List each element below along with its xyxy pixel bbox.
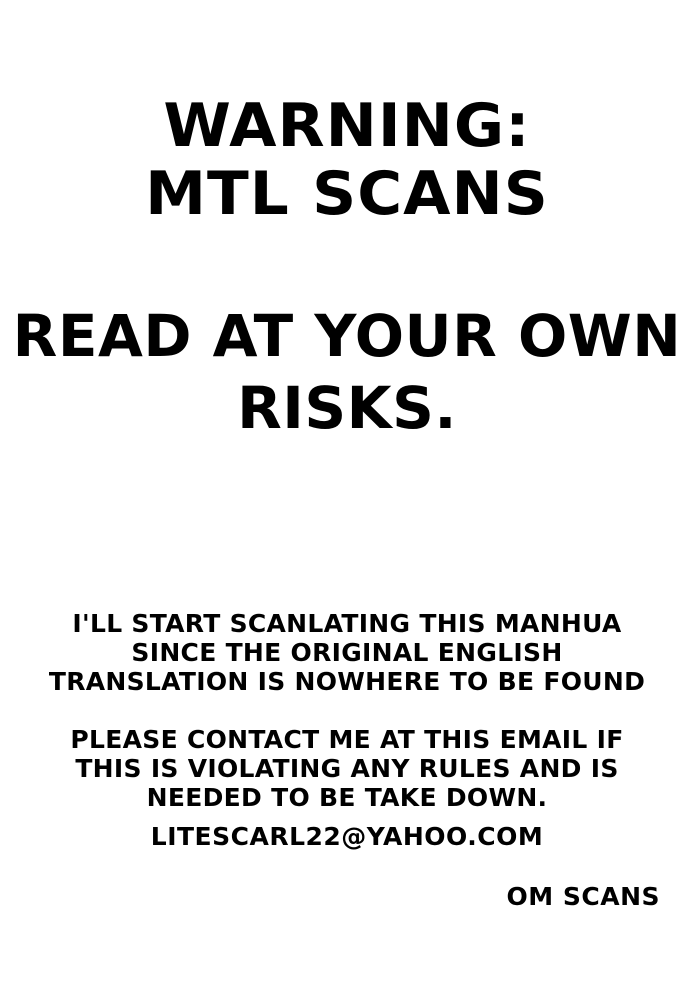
disclaimer-heading — [0, 300, 694, 444]
warning-heading-line-1: WARNING: — [163, 91, 531, 161]
disclaimer-heading-line-2: RISKS. — [237, 374, 457, 442]
contact-email: LITESCARL22@YAHOO.COM — [150, 822, 544, 851]
warning-heading — [0, 92, 694, 228]
warning-heading-line-2: MTL SCANS — [145, 159, 549, 229]
scanlation-note: I'LL START SCANLATING THIS MANHUA SINCE THE ORIGINAL ENGLISH TRANSLATION IS NOWHERE TO BE FOUND — [48, 609, 646, 696]
disclaimer-heading-line-1: READ AT YOUR OWN — [12, 302, 682, 370]
takedown-note: PLEASE CONTACT ME AT THIS EMAIL IF THIS IS VIOLATING ANY RULES AND IS NEEDED TO BE TAKE DOWN. — [70, 725, 624, 812]
scanlation-group-credit: OM SCANS — [506, 882, 660, 911]
